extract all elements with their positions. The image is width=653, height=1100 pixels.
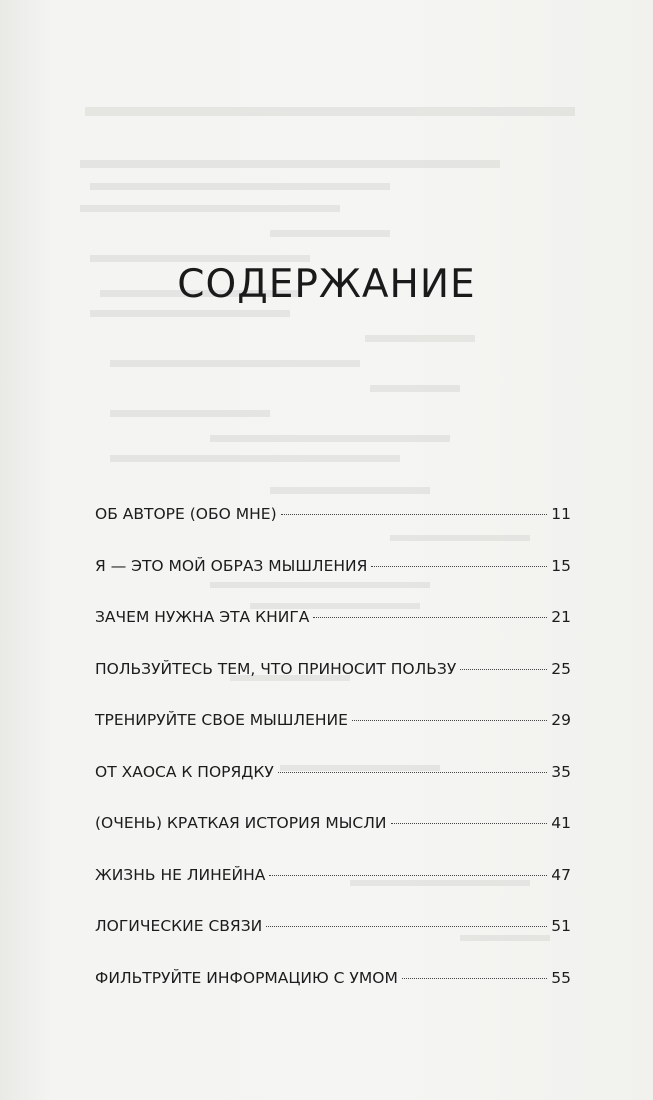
toc-entry-page: 41 <box>551 814 571 832</box>
toc-dot-leader <box>266 926 547 927</box>
toc-entry-page: 47 <box>551 865 571 884</box>
toc-dot-leader <box>371 566 547 567</box>
table-of-contents <box>95 500 571 1015</box>
toc-entry-page: 15 <box>551 556 571 575</box>
toc-entry-title: ПОЛЬЗУЙТЕСЬ ТЕМ, ЧТО ПРИНОСИТ ПОЛЬЗУ <box>95 659 457 678</box>
toc-entry-title: ЖИЗНЬ НЕ ЛИНЕЙНА <box>95 865 266 884</box>
toc-entry-page: 21 <box>551 608 571 626</box>
toc-entry[interactable] <box>95 552 571 604</box>
toc-entry[interactable] <box>95 861 571 913</box>
toc-dot-leader <box>402 978 547 979</box>
toc-entry[interactable] <box>95 655 571 707</box>
toc-entry-title: ТРЕНИРУЙТЕ СВОЕ МЫШЛЕНИЕ <box>95 711 348 729</box>
toc-entry-page: 35 <box>551 762 571 781</box>
toc-entry[interactable] <box>95 809 571 861</box>
toc-entry-page: 11 <box>551 505 571 523</box>
page-title: СОДЕРЖАНИЕ <box>177 262 476 307</box>
toc-entry-page: 29 <box>551 711 571 729</box>
toc-entry-page: 25 <box>551 659 571 678</box>
toc-entry-title: ЛОГИЧЕСКИЕ СВЯЗИ <box>95 917 263 935</box>
toc-entry-title: ФИЛЬТРУЙТЕ ИНФОРМАЦИЮ С УМОМ <box>95 968 398 987</box>
toc-entry-page: 55 <box>551 968 571 987</box>
toc-entry[interactable] <box>95 758 571 810</box>
toc-entry-title: ЗАЧЕМ НУЖНА ЭТА КНИГА <box>95 608 310 626</box>
toc-dot-leader <box>391 823 548 824</box>
toc-entry[interactable] <box>95 964 571 1016</box>
toc-entry-title: Я — ЭТО МОЙ ОБРАЗ МЫШЛЕНИЯ <box>95 556 368 575</box>
toc-entry-title: ОБ АВТОРЕ (ОБО МНЕ) <box>95 505 277 523</box>
toc-dot-leader <box>281 514 548 515</box>
toc-entry[interactable] <box>95 706 571 758</box>
toc-entry[interactable] <box>95 603 571 655</box>
toc-entry[interactable] <box>95 912 571 964</box>
toc-dot-leader <box>278 772 547 773</box>
toc-entry[interactable] <box>95 500 571 552</box>
toc-dot-leader <box>269 875 547 876</box>
toc-entry-page: 51 <box>551 917 571 935</box>
toc-dot-leader <box>352 720 547 721</box>
toc-entry-title: (ОЧЕНЬ) КРАТКАЯ ИСТОРИЯ МЫСЛИ <box>95 814 387 832</box>
toc-dot-leader <box>313 617 547 618</box>
toc-dot-leader <box>460 669 547 670</box>
toc-entry-title: ОТ ХАОСА К ПОРЯДКУ <box>95 762 274 781</box>
